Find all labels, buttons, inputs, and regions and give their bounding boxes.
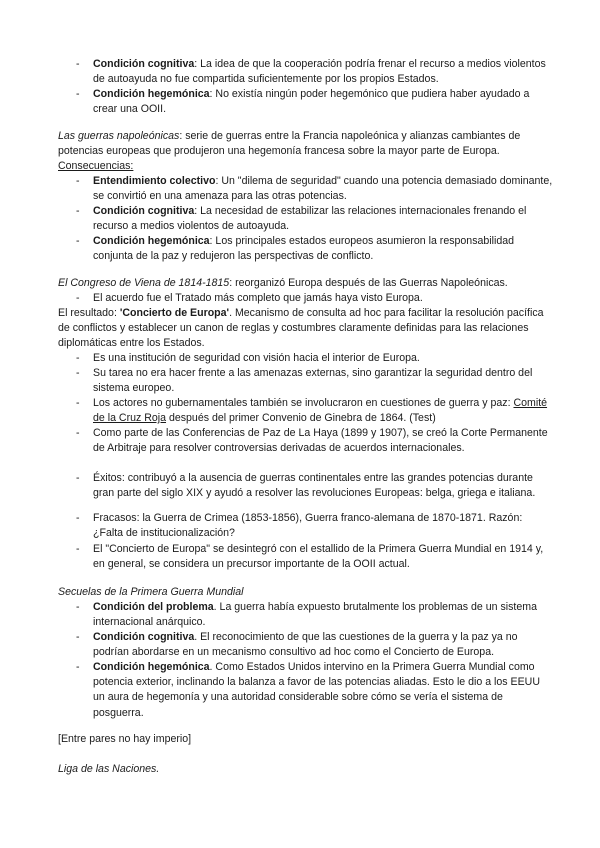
list-item: - El acuerdo fue el Tratado más completo que jamás haya visto Europa. bbox=[93, 291, 553, 306]
vienna-intro: El Congreso de Viena de 1814-1815: reorganizó Europa después de las Guerras Napoleónicas. bbox=[58, 277, 508, 289]
vienna-result: El resultado: 'Concierto de Europa'. Mecanismo de consulta ad hoc para facilitar la resolución pacífica de conflictos y establecer un canon de reglas y costumbres claramente definidas para las relaciones diplomáticas entre los Estados. bbox=[58, 307, 544, 350]
list-item: - Como parte de las Conferencias de Paz de La Haya (1899 y 1907), se creó la Corte Permanente de Arbitraje para resolver controversias derivadas de acuerdos internacionales. bbox=[93, 426, 553, 456]
list-item: - Éxitos: contribuyó a la ausencia de guerras continentales entre las grandes potencias durante gran parte del siglo XIX y ayudó a resolver las revoluciones Europeas: belga, griega e italiana. bbox=[93, 471, 553, 501]
red-cross-link[interactable]: Comité de la Cruz Roja bbox=[93, 397, 548, 425]
term-hegemonic: Condición hegemónica bbox=[93, 88, 210, 100]
list-item: - Condición cognitiva: La idea de que la cooperación podría frenar el recurso a medios violentos de autoayuda no fue compartida suficientemente por los propios Estados. bbox=[93, 57, 553, 87]
wwi-title bbox=[58, 585, 552, 600]
list-item: - Condición cognitiva. El reconocimiento de que las cuestiones de la guerra y la paz ya no podrían abordarse en un mecanismo consultivo ad hoc como el Concierto de Europa. bbox=[93, 630, 553, 660]
list-item: - Condición hegemónica: Los principales estados europeos asumieron la responsabilidad conjunta de la paz y redujeron las perspectivas de conflicto. bbox=[93, 234, 553, 264]
section-title: Secuelas de la Primera Guerra Mundial bbox=[58, 586, 244, 598]
section-title: Las guerras napoleónicas bbox=[58, 130, 180, 142]
consequences-label: Consecuencias: bbox=[58, 160, 134, 172]
list-item: - Su tarea no era hacer frente a las amenazas externas, sino garantizar la seguridad dentro del sistema europeo. bbox=[93, 366, 553, 396]
term-cognitive: Condición cognitiva bbox=[93, 58, 195, 70]
list-item: - Condición del problema. La guerra había expuesto brutalmente los problemas de un sistema internacional anárquico. bbox=[93, 600, 553, 630]
league-of-nations-title: Liga de las Naciones. bbox=[58, 763, 160, 775]
note: [Entre pares no hay imperio] bbox=[58, 733, 192, 745]
list-item: - Entendimiento colectivo: Un "dilema de seguridad" cuando una potencia demasiado dominante, se convirtió en una amenaza para las otras potencias. bbox=[93, 174, 553, 204]
list-item: - Condición hegemónica. Como Estados Unidos intervino en la Primera Guerra Mundial como potencia exterior, inclinando la balanza a favor de las potencias aliadas. Esto le dio a los EEUU un aura de hegemonía y una autoridad considerable sobre cómo se vería el sistema de posguerra. bbox=[93, 660, 553, 721]
napoleonic-intro: Las guerras napoleónicas: serie de guerras entre la Francia napoleónica y alianzas cambiantes de potencias europeas que produjeron una hegemonía francesa sobre la mayor parte de Europa. bbox=[58, 130, 521, 158]
list-item: - Condición hegemónica: No existía ningún poder hegemónico que pudiera haber ayudado a crear una OOII. bbox=[93, 87, 553, 117]
list-item: - El "Concierto de Europa" se desintegró con el estallido de la Primera Guerra Mundial en 1914 y, en general, se considera un precursor importante de la OOII actual. bbox=[93, 542, 553, 572]
section-title: El Congreso de Viena de 1814-1815 bbox=[58, 277, 230, 289]
list-item: - Es una institución de seguridad con visión hacia el interior de Europa. bbox=[93, 351, 553, 366]
list-item: - Los actores no gubernamentales también se involucraron en cuestiones de guerra y paz: Comité de la Cruz Roja después del primer Convenio de Ginebra de 1864. (Test) bbox=[93, 396, 553, 426]
list-item: - Fracasos: la Guerra de Crimea (1853-1856), Guerra franco-alemana de 1870-1871. Razón: ¿Falta de institucionalización? bbox=[93, 511, 553, 541]
list-item: - Condición cognitiva: La necesidad de estabilizar las relaciones internacionales frenando el recurso a medios violentos de autoayuda. bbox=[93, 204, 553, 234]
